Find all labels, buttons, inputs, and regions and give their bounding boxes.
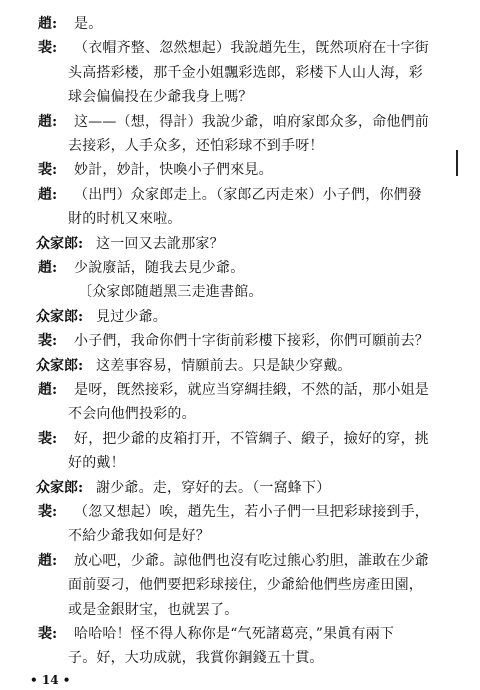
speaker-label: 趙: (38, 260, 58, 276)
dialogue-line (0, 232, 480, 256)
line-text: 不会向他們投彩的。 (68, 406, 196, 423)
dialogue-line (0, 549, 480, 573)
dialogue-line (0, 207, 480, 231)
dialogue-line (0, 36, 480, 60)
dialogue-line (0, 378, 480, 402)
speaker-label: 众家郎: (36, 357, 84, 374)
speaker-label: 众家郎: (36, 479, 84, 496)
line-text: 面前耍刁，他們要把彩球接住，少爺給他們些房產田園， (68, 577, 423, 594)
dialogue-line (0, 524, 480, 548)
line-text: 这差事容易，情願前去。只是缺少穿戴。 (96, 357, 352, 374)
dialogue-line (0, 12, 480, 36)
speaker-label: 裴: (38, 333, 58, 350)
dialogue-line (0, 183, 480, 207)
line-text: 哈哈哈！怪不得人称你是“气死諸葛亮，”果眞有兩下 (74, 626, 395, 642)
dialogue-line (0, 427, 480, 451)
dialogue-line (0, 354, 480, 378)
page-number: • 14 • (30, 672, 71, 687)
dialogue-line (0, 305, 480, 329)
line-text: 这——（想，得計）我說少爺，咱府家郎众多，命他們前 (74, 113, 429, 130)
line-text: 这一回又去訛那家？ (96, 235, 224, 252)
line-text: 头高搭彩楼，那千金小姐飄彩选郎，彩楼下人山人海，彩 (68, 64, 423, 81)
dialogue-line (0, 110, 480, 134)
line-text: 放心吧，少爺。諒他們也沒有吃过熊心豹胆，誰敢在少爺 (74, 552, 429, 569)
line-text: 是。 (74, 16, 103, 32)
dialogue-line (0, 451, 480, 475)
dialogue-line (0, 622, 480, 646)
dialogue-line (0, 134, 480, 158)
speaker-label: 趙: (38, 16, 58, 32)
dialogue-line (0, 158, 480, 182)
line-text: 妙計，妙計，快喚小子們來見。 (74, 162, 273, 179)
line-text: （衣帽齐整、忽然想起）我說趙先生，旣然项府在十字街 (74, 40, 429, 57)
speaker-label: 众家郎: (36, 308, 84, 325)
dialogue-line (0, 61, 480, 85)
line-text: 少說廢話，随我去見少爺。 (74, 260, 245, 276)
line-text: 不給少爺我如何是好？ (68, 528, 210, 545)
speaker-label: 裴: (38, 626, 58, 642)
dialogue-line (0, 329, 480, 353)
speaker-label: 裴: (38, 430, 58, 447)
line-text: 謝少爺。走，穿好的去。（一窩蜂下） (96, 479, 331, 496)
dialogue-line (0, 256, 480, 280)
speaker-label: 趙: (38, 113, 58, 130)
speaker-label: 裴: (38, 162, 58, 179)
dialogue-line (0, 280, 480, 304)
line-text: 或是金銀財宝，也就罢了。 (68, 601, 239, 618)
dialogue-line (0, 598, 480, 622)
dialogue-line (0, 500, 480, 524)
line-text: （出門）众家郎走上。（家郎乙丙走來）小子們，你們發 (74, 186, 422, 203)
line-text: 小子們，我命你們十字街前彩樓下接彩，你們可願前去？ (74, 333, 429, 350)
dialogue-line (0, 573, 480, 597)
speaker-label: 裴: (38, 40, 58, 57)
line-text: 好，把少爺的皮箱打开，不管綢子、緞子，撿好的穿，挑 (74, 430, 429, 447)
stage-direction: 〔众家郎随趙黑三走進書館。 (78, 284, 263, 301)
line-text: （忽又想起）唉，趙先生，若小子們一旦把彩球接到手， (74, 504, 429, 520)
speaker-label: 趙: (38, 186, 58, 203)
speaker-label: 趙: (38, 382, 58, 398)
speaker-label: 趙: (38, 552, 58, 569)
line-text: 子。好，大功成就，我賞你銅錢五十貫。 (68, 650, 324, 667)
line-text: 是呀，旣然接彩，就应当穿綢挂緞，不然的話，那小姐是 (74, 382, 429, 398)
dialogue-line (0, 476, 480, 500)
speaker-label: 裴: (38, 504, 58, 520)
dialogue-line (0, 85, 480, 109)
line-text: 見过少爺。 (96, 308, 167, 325)
dialogue-line (0, 646, 480, 670)
line-text: 財的时机又來啦。 (68, 211, 182, 228)
line-text: 好的戴！ (68, 455, 125, 472)
speaker-label: 众家郎: (36, 235, 84, 252)
dialogue-line (0, 402, 480, 426)
line-text: 去接彩，人手众多，还怕彩球不到手呀！ (68, 138, 324, 154)
line-text: 球会偏偏投在少爺我身上嗎？ (68, 89, 253, 106)
